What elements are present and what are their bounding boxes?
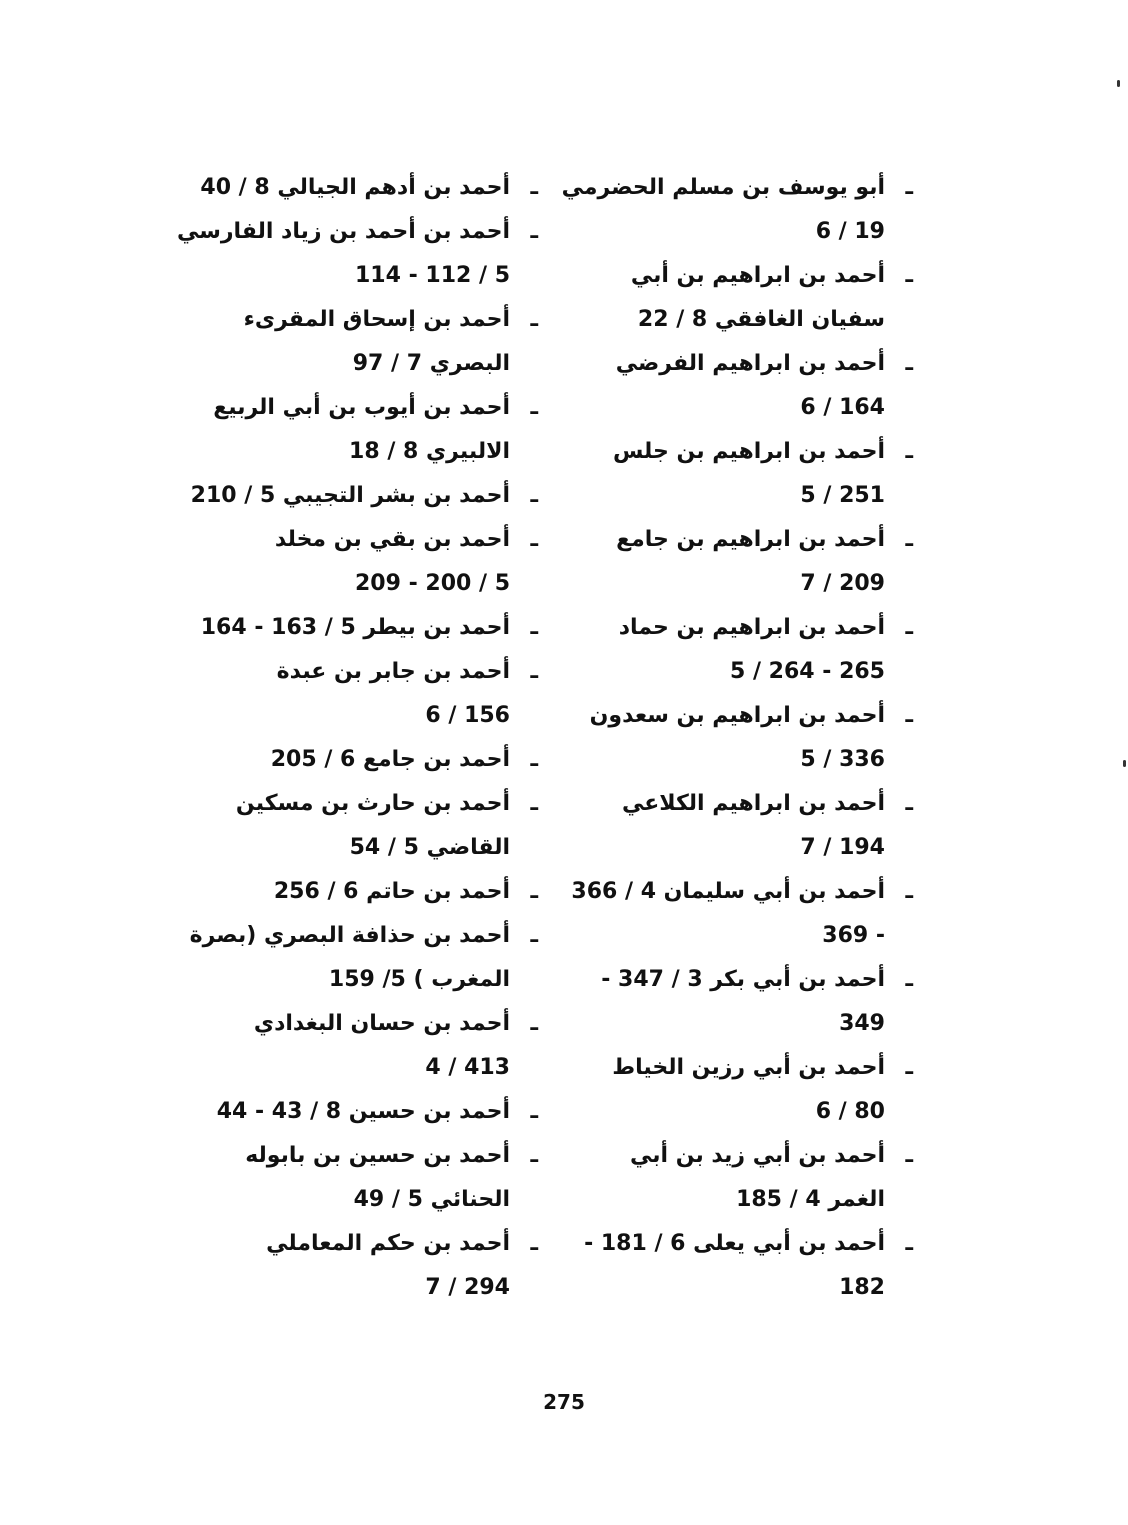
entry-dash: ـ	[905, 1231, 913, 1256]
index-entry	[176, 210, 538, 298]
entry-name-line: أحمد بن أبي سليمان 4 / 366	[571, 879, 885, 904]
index-entry	[238, 1002, 538, 1090]
entry-reference-line: 5 / 200 - 209	[355, 571, 510, 596]
entry-name-line: أحمد بن ابراهيم بن جلس	[612, 439, 885, 464]
entry-dash: ـ	[530, 483, 538, 508]
entry-dash: ـ	[530, 659, 538, 684]
margin-speck	[1117, 80, 1120, 87]
index-entry	[238, 738, 538, 782]
index-entry	[601, 958, 913, 1046]
index-entry	[189, 914, 538, 1002]
index-column-right	[561, 166, 913, 1310]
entry-dash: ـ	[905, 351, 913, 376]
entry-name-line: أحمد بن أيوب بن أبي الربيع	[213, 395, 510, 420]
entry-dash: ـ	[905, 1055, 913, 1080]
index-entry	[613, 518, 913, 606]
entry-dash: ـ	[530, 879, 538, 904]
entry-dash: ـ	[905, 263, 913, 288]
index-entry	[584, 1222, 913, 1310]
entry-name-line: أحمد بن بيطر 5 / 163 - 164	[200, 615, 510, 640]
entry-name-line: أحمد بن بشر التجيبي 5 / 210	[190, 483, 510, 508]
index-entry	[613, 430, 913, 518]
entry-dash: ـ	[530, 307, 538, 332]
entry-reference-line: 294 / 7	[425, 1275, 510, 1300]
entry-name-line: أحمد بن حسان البغدادي	[253, 1011, 510, 1036]
entry-reference-line: - 369	[822, 923, 885, 948]
entry-dash: ـ	[905, 879, 913, 904]
entry-dash: ـ	[530, 747, 538, 772]
entry-reference-line: 182	[839, 1275, 885, 1300]
entry-name-line: أحمد بن أبي بكر 3 / 347 -	[601, 967, 885, 992]
entry-name-line: أحمد بن ابراهيم بن حماد	[618, 615, 885, 640]
index-entry	[238, 1222, 538, 1310]
entry-name-line: أحمد بن ابراهيم بن أبي	[630, 263, 885, 288]
entry-name-line: أحمد بن إسحاق المقرىء	[243, 307, 510, 332]
index-entry	[190, 474, 538, 518]
entry-dash: ـ	[905, 967, 913, 992]
entry-name-line: أحمد بن حسين 8 / 43 - 44	[216, 1099, 510, 1124]
entry-dash: ـ	[905, 703, 913, 728]
entry-dash: ـ	[530, 527, 538, 552]
index-entry	[613, 782, 913, 870]
entry-reference-line: 336 / 5	[800, 747, 885, 772]
entry-reference-line: 164 / 6	[800, 395, 885, 420]
entry-reference-line: الغمر 4 / 185	[736, 1187, 885, 1212]
index-entry	[589, 694, 913, 782]
entry-name-line: أحمد بن حسين بن بابوله	[245, 1143, 510, 1168]
entry-reference-line: 5 / 112 - 114	[355, 263, 510, 288]
entry-dash: ـ	[530, 615, 538, 640]
index-entry	[238, 298, 538, 386]
index-entry	[200, 606, 538, 650]
entry-dash: ـ	[530, 175, 538, 200]
index-entry	[213, 386, 538, 474]
page-number: 275	[543, 1390, 585, 1414]
index-entry	[216, 1090, 538, 1134]
index-entry	[238, 650, 538, 738]
index-entry	[613, 606, 913, 694]
entry-dash: ـ	[905, 791, 913, 816]
entry-reference-line: الحنائي 5 / 49	[353, 1187, 510, 1212]
entry-dash: ـ	[905, 527, 913, 552]
entry-dash: ـ	[530, 1143, 538, 1168]
entry-reference-line: سفيان الغافقي 8 / 22	[637, 307, 885, 332]
entry-name-line: أحمد بن أبي يعلى 6 / 181 -	[584, 1231, 885, 1256]
index-entry	[613, 1046, 913, 1134]
entry-name-line: أحمد بن ابراهيم الفرضي	[615, 351, 885, 376]
entry-name-line: أحمد بن حاتم 6 / 256	[273, 879, 510, 904]
entry-dash: ـ	[905, 439, 913, 464]
index-entry	[613, 1134, 913, 1222]
entry-name-line: أحمد بن حارث بن مسكين	[235, 791, 510, 816]
index-entry	[238, 870, 538, 914]
entry-name-line: أحمد بن ابراهيم بن سعدون	[589, 703, 885, 728]
entry-dash: ـ	[905, 1143, 913, 1168]
entry-reference-line: 80 / 6	[815, 1099, 885, 1124]
index-entry	[613, 254, 913, 342]
entry-dash: ـ	[530, 395, 538, 420]
index-entry	[238, 518, 538, 606]
index-column-left	[176, 166, 538, 1310]
entry-name-line: أبو يوسف بن مسلم الحضرمي	[561, 175, 885, 200]
entry-reference-line: 251 / 5	[800, 483, 885, 508]
entry-name-line: أحمد بن أدهم الجيالي 8 / 40	[200, 175, 510, 200]
entry-name-line: أحمد بن جابر بن عبدة	[276, 659, 510, 684]
entry-reference-line: المغرب ) 5/ 159	[328, 967, 510, 992]
entry-name-line: أحمد بن حكم المعاملي	[266, 1231, 510, 1256]
index-entry	[571, 870, 913, 958]
entry-name-line: أحمد بن ابراهيم بن جامع	[616, 527, 885, 552]
entry-dash: ـ	[530, 1099, 538, 1124]
entry-reference-line: الالبيري 8 / 18	[349, 439, 510, 464]
entry-dash: ـ	[530, 791, 538, 816]
entry-dash: ـ	[530, 1011, 538, 1036]
index-entry	[238, 1134, 538, 1222]
entry-name-line: أحمد بن بقي بن مخلد	[274, 527, 510, 552]
entry-reference-line: 19 / 6	[815, 219, 885, 244]
entry-reference-line: القاضي 5 / 54	[349, 835, 510, 860]
entry-dash: ـ	[905, 175, 913, 200]
entry-name-line: أحمد بن أحمد بن زياد الفارسي	[176, 219, 510, 244]
entry-name-line: أحمد بن أبي زيد بن أبي	[629, 1143, 885, 1168]
entry-reference-line: 349	[839, 1011, 885, 1036]
index-entry	[200, 166, 538, 210]
index-entry	[561, 166, 913, 254]
entry-dash: ـ	[530, 923, 538, 948]
entry-reference-line: 194 / 7	[800, 835, 885, 860]
margin-speck	[1123, 760, 1126, 767]
entry-reference-line: 413 / 4	[425, 1055, 510, 1080]
entry-dash: ـ	[530, 1231, 538, 1256]
entry-dash: ـ	[530, 219, 538, 244]
entry-reference-line: البصري 7 / 97	[352, 351, 510, 376]
entry-name-line: أحمد بن حذافة البصري (بصرة	[189, 923, 510, 948]
entry-reference-line: 156 / 6	[425, 703, 510, 728]
index-entry	[613, 342, 913, 430]
index-entry	[235, 782, 538, 870]
entry-name-line: أحمد بن جامع 6 / 205	[270, 747, 510, 772]
entry-name-line: أحمد بن ابراهيم الكلاعي	[622, 791, 885, 816]
entry-reference-line: 209 / 7	[800, 571, 885, 596]
entry-dash: ـ	[905, 615, 913, 640]
entry-reference-line: 265 - 264 / 5	[730, 659, 885, 684]
entry-name-line: أحمد بن أبي رزين الخياط	[612, 1055, 885, 1080]
